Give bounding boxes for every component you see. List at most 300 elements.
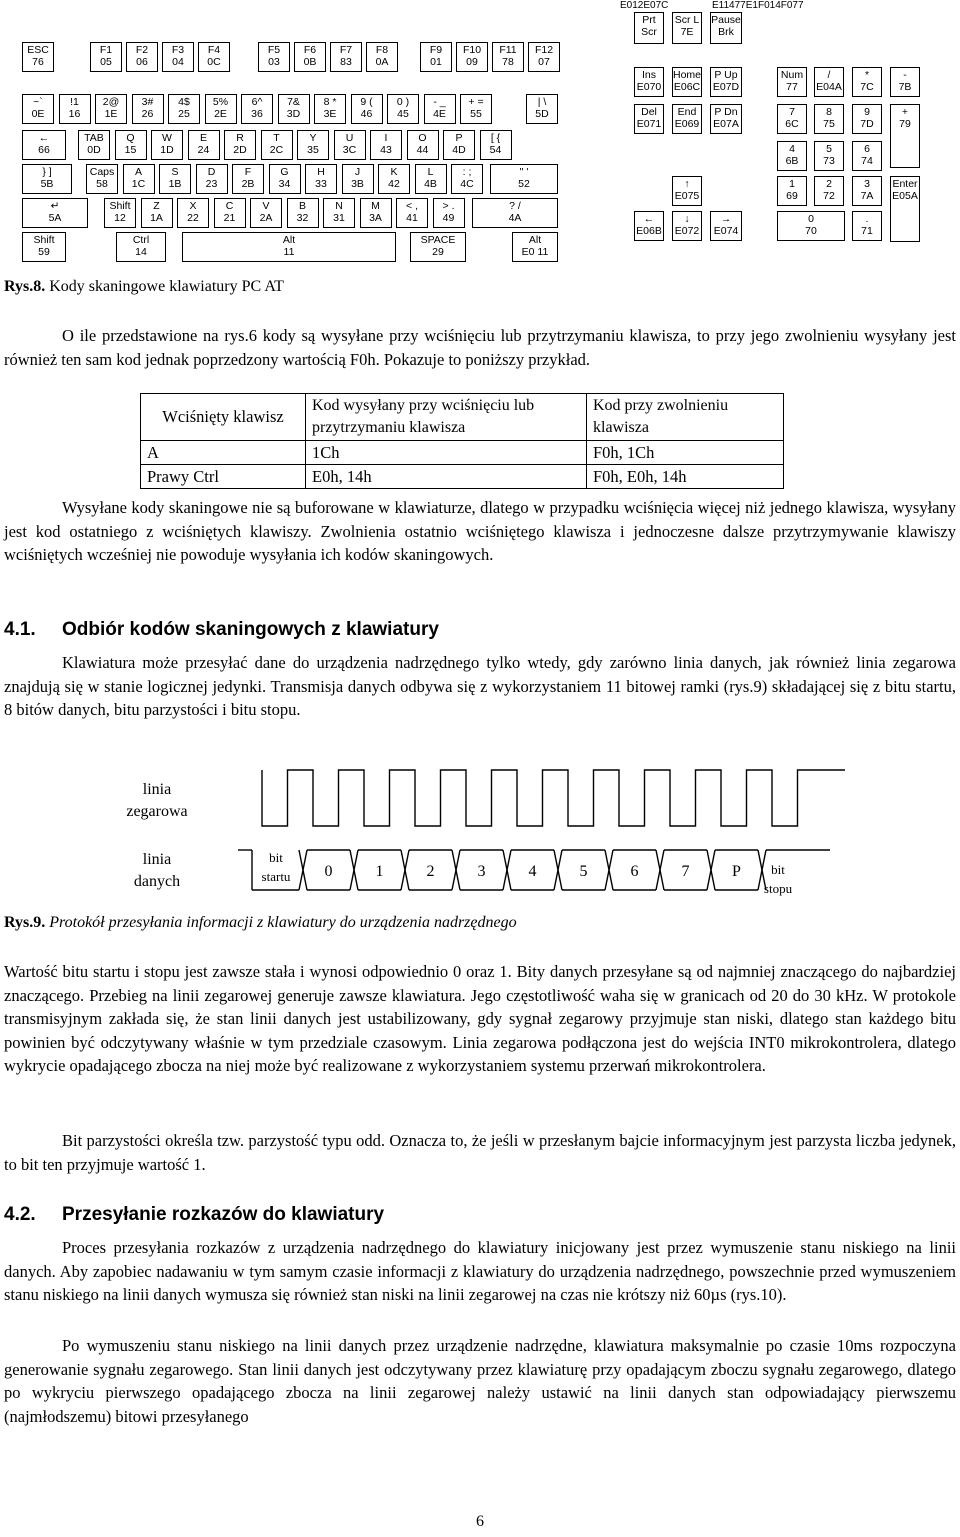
num-key-14 [890, 176, 920, 242]
nav-key-12 [710, 211, 742, 241]
key-code: 1C [131, 178, 146, 190]
key-label: F7 [339, 44, 353, 56]
key-code: 1D [160, 144, 174, 156]
num-key-8 [777, 141, 807, 171]
table-cell: 1Ch [306, 441, 587, 465]
key-code: 83 [340, 56, 352, 68]
key-code: 16 [68, 108, 81, 120]
section-4-2-heading: 4.2. Przesyłanie rozkazów do klawiatury [4, 1204, 385, 1225]
key-code: 0C [207, 56, 221, 68]
key-code: 22 [187, 212, 199, 224]
key-code: 0B [303, 56, 317, 68]
key-15 [95, 94, 127, 124]
key-43 [159, 164, 191, 194]
key-label: - [903, 69, 907, 81]
key-label: ↑ [684, 178, 690, 190]
key-label: > . [442, 200, 455, 212]
num-key-7 [890, 104, 920, 168]
key-label: F [244, 166, 252, 178]
key-label: B [298, 200, 306, 212]
key-code: 0D [87, 144, 101, 156]
key-code: 71 [861, 225, 873, 237]
key-label: F6 [303, 44, 317, 56]
page-number: 6 [476, 1513, 484, 1530]
key-33 [261, 130, 293, 160]
key-6 [294, 42, 326, 72]
section-4-1-heading: 4.1. Odbiór kodów skaningowych z klawiatury [4, 619, 439, 640]
key-18 [205, 94, 237, 124]
key-label: / [827, 69, 831, 81]
key-label: F8 [375, 44, 389, 56]
key-code: 75 [823, 118, 835, 130]
key-label: < , [406, 200, 418, 212]
key-1 [90, 42, 122, 72]
key-47 [305, 164, 337, 194]
key-code: 76 [32, 56, 44, 68]
key-label: 6^ [251, 96, 263, 108]
key-code: 41 [406, 212, 418, 224]
key-code: 0E [31, 108, 45, 120]
stop-bit-label-2: stopu [763, 881, 793, 896]
key-label: F2 [135, 44, 149, 56]
key-code: 36 [251, 108, 263, 120]
key-label: ESC [27, 44, 49, 56]
nav-key-6 [634, 104, 664, 134]
key-25 [460, 94, 492, 124]
num-key-3 [890, 67, 920, 97]
table-cell: A [141, 441, 306, 465]
key-code: 59 [38, 246, 50, 258]
key-label: F9 [429, 44, 443, 56]
key-50 [415, 164, 447, 194]
key-label: S [171, 166, 179, 178]
key-label: * [864, 69, 870, 81]
para-1: O ile przedstawione na rys.6 kody są wysyłane przy wciśnięciu lub przytrzymaniu klawisza, to przy jego zwolnieniu wysyłany jest również ten sam kod jednak poprzedzony wartością F0h. Pokazuje to poniższy przykład. [4, 326, 956, 369]
key-36 [370, 130, 402, 160]
key-label: 4$ [178, 96, 190, 108]
key-code: 2C [269, 144, 284, 156]
para-2: Wysyłane kody skaningowe nie są buforowane w klawiaturze, dlatego w przypadku wciśnięcia więcej niż jednego klawisza, wysyłany jest kod ostatniego z wciśniętych klawiszy. Zwolnienia ostatnio wciśniętego klawisza i jednoczesne dalsze przytrzymywanie klawiszy wciśniętych wcześniej nie powoduje wysyłania ich kodów skaningowych. [4, 498, 956, 565]
key-64 [472, 198, 558, 228]
key-code: 55 [470, 108, 482, 120]
key-60 [323, 198, 355, 228]
key-code: 06 [136, 56, 148, 68]
key-code: 4B [424, 178, 437, 190]
key-code: 23 [205, 178, 218, 190]
key-label: Y [309, 132, 317, 144]
key-32 [224, 130, 256, 160]
nav-key-0 [634, 12, 664, 44]
key-code: 33 [315, 178, 327, 190]
key-10 [456, 42, 488, 72]
num-key-10 [852, 141, 882, 171]
key-label: Del [641, 106, 657, 118]
key-label: 4 [789, 143, 795, 155]
key-code: 43 [380, 144, 392, 156]
key-label: Scr L [674, 14, 700, 26]
key-code: 31 [333, 212, 345, 224]
nav-key-10 [634, 211, 664, 241]
key-label: R [236, 132, 244, 144]
table-header: Kod przy zwolnieniu klawisza [587, 394, 784, 441]
num-key-9 [814, 141, 844, 171]
key-label: 2@ [102, 96, 120, 108]
key-label: F11 [499, 44, 517, 56]
nav-key-9 [672, 176, 702, 206]
key-code: 1A [150, 212, 163, 224]
table-cell: Prawy Ctrl [141, 465, 306, 489]
key-45 [232, 164, 264, 194]
key-code: 26 [141, 108, 154, 120]
key-label: SPACE [420, 234, 456, 246]
key-label: ↓ [684, 213, 690, 225]
nav-key-8 [710, 104, 742, 134]
key-label: Pause [711, 14, 741, 26]
key-5 [258, 42, 290, 72]
key-code: 4D [452, 144, 466, 156]
key-label: !1 [70, 96, 79, 108]
key-code: 35 [307, 144, 319, 156]
key-label: F4 [207, 44, 221, 56]
key-code: 3B [351, 178, 364, 190]
key-12 [528, 42, 560, 72]
nav-key-11 [672, 211, 702, 241]
key-code: 21 [223, 212, 236, 224]
key-label: J [354, 166, 361, 178]
key-code: E0 11 [521, 246, 549, 258]
key-40 [22, 164, 72, 194]
key-7 [330, 42, 362, 72]
key-label: Z [153, 200, 160, 212]
key-code: 25 [178, 108, 190, 120]
key-code: 69 [786, 190, 798, 202]
data-bit-label: 6 [630, 863, 639, 880]
key-code: 54 [489, 144, 502, 156]
key-code: 15 [124, 144, 137, 156]
key-26 [526, 94, 558, 124]
key-code: 7E [680, 26, 694, 38]
num-key-0 [777, 67, 807, 97]
key-code: 46 [360, 108, 373, 120]
num-key-13 [852, 176, 882, 206]
key-0 [22, 42, 54, 72]
key-label: 9 [864, 106, 870, 118]
num-key-2 [852, 67, 882, 97]
key-label: 9 ( [360, 96, 373, 108]
key-34 [297, 130, 329, 160]
prtscr-code-label: E012E07C [620, 0, 669, 11]
table-header: Wciśnięty klawisz [141, 394, 306, 441]
key-46 [269, 164, 301, 194]
key-label: ↵ [50, 200, 60, 212]
key-14 [59, 94, 91, 124]
key-39 [480, 130, 512, 160]
num-key-4 [777, 104, 807, 134]
nav-key-7 [672, 104, 702, 134]
key-48 [342, 164, 374, 194]
key-54 [104, 198, 136, 228]
key-code: E075 [674, 190, 700, 202]
key-22 [351, 94, 383, 124]
key-code: 29 [432, 246, 444, 258]
key-code: 5A [48, 212, 62, 224]
key-label: 8 [826, 106, 832, 118]
key-label: End [677, 106, 697, 118]
data-bit-label: 4 [528, 863, 537, 880]
key-label: P [455, 132, 463, 144]
key-63 [433, 198, 465, 228]
key-code: E05A [892, 190, 918, 202]
key-code: 4C [460, 178, 474, 190]
key-67 [182, 232, 396, 262]
table-header: Kod wysyłany przy wciśnięciu lub przytrzymaniu klawisza [306, 394, 587, 441]
key-label: A [134, 166, 142, 178]
fig9-caption: Rys.9. Protokół przesyłania informacji z klawiatury do urządzenia nadrzędnego [4, 914, 517, 931]
key-label: ~` [33, 96, 43, 108]
key-code: 12 [114, 212, 126, 224]
clock-waveform [262, 770, 845, 826]
key-code: 14 [135, 246, 147, 258]
key-label: : ; [462, 166, 472, 178]
key-code: 7D [860, 118, 874, 130]
num-key-15 [777, 211, 845, 241]
key-label: F3 [171, 44, 185, 56]
start-bit-label: bit [269, 850, 283, 865]
key-49 [378, 164, 410, 194]
fig8-caption: Rys.8. Kody skaningowe klawiatury PC AT [4, 278, 284, 295]
key-label: 8 * [323, 96, 337, 108]
key-label: Alt [282, 234, 296, 246]
key-code: 2A [259, 212, 273, 224]
key-27 [22, 130, 66, 160]
key-56 [177, 198, 209, 228]
timing-diagram [0, 760, 960, 920]
key-code: E072 [674, 225, 700, 237]
key-19 [241, 94, 273, 124]
key-label: 7 [789, 106, 795, 118]
key-52 [490, 164, 558, 194]
key-code: 73 [823, 155, 835, 167]
key-label: P Up [714, 69, 738, 81]
key-57 [214, 198, 246, 228]
nav-key-5 [710, 67, 742, 97]
key-label: T [273, 132, 280, 144]
key-label: 3 [864, 178, 870, 190]
key-label: O [418, 132, 427, 144]
key-label: U [345, 132, 354, 144]
key-24 [424, 94, 456, 124]
key-29 [115, 130, 147, 160]
key-label: 5% [212, 96, 229, 108]
key-code: 3C [342, 144, 357, 156]
key-label: + [901, 106, 909, 118]
key-code: 45 [397, 108, 409, 120]
key-label: C [225, 200, 234, 212]
key-label: | \ [537, 96, 547, 108]
key-code: 7B [898, 81, 912, 93]
data-bit-label: 5 [579, 863, 588, 880]
key-code: 79 [899, 118, 911, 130]
key-label: 3# [141, 96, 154, 108]
key-label: Shift [109, 200, 131, 212]
key-65 [22, 232, 66, 262]
key-62 [396, 198, 428, 228]
num-key-11 [777, 176, 807, 206]
key-code: E070 [636, 81, 662, 93]
key-label: Enter [892, 178, 918, 190]
key-label: ← [38, 132, 50, 144]
key-label: . [865, 213, 869, 225]
key-label: 0 ) [396, 96, 410, 108]
nav-key-1 [672, 12, 702, 44]
key-55 [141, 198, 173, 228]
key-code: 01 [430, 56, 442, 68]
key-44 [196, 164, 228, 194]
pause-code-label: E11477E1F014F077 [712, 0, 804, 11]
key-label: → [720, 213, 732, 225]
data-bit-label: 2 [426, 863, 435, 880]
key-31 [188, 130, 220, 160]
key-code: 3D [286, 108, 301, 120]
data-line-label-2: danych [133, 873, 181, 890]
key-58 [250, 198, 282, 228]
key-label: + = [468, 96, 484, 108]
num-key-12 [814, 176, 844, 206]
key-code: E069 [674, 118, 700, 130]
key-label: G [280, 166, 289, 178]
key-label: 0 [808, 213, 814, 225]
key-label: 6 [864, 143, 870, 155]
key-17 [168, 94, 200, 124]
key-label: W [162, 132, 172, 144]
key-code: 34 [278, 178, 291, 190]
key-code: 5D [535, 108, 549, 120]
key-label: V [262, 200, 270, 212]
key-code: 4A [508, 212, 522, 224]
key-51 [451, 164, 483, 194]
key-code: 05 [100, 56, 112, 68]
key-label: } ] [42, 166, 52, 178]
key-code: 2B [241, 178, 255, 190]
key-label: F1 [99, 44, 113, 56]
key-code: E06B [636, 225, 662, 237]
key-label: M [371, 200, 380, 212]
key-code: 6C [785, 118, 799, 130]
key-9 [420, 42, 452, 72]
start-bit-label-2: startu [261, 869, 291, 884]
key-21 [314, 94, 346, 124]
key-42 [123, 164, 155, 194]
key-label: ← [643, 213, 655, 225]
key-code: 7C [860, 81, 874, 93]
key-label: Prt Scr [641, 14, 657, 38]
key-38 [443, 130, 475, 160]
key-code: 4E [433, 108, 446, 120]
key-code: 66 [38, 144, 50, 156]
data-bit-label: 0 [324, 863, 333, 880]
key-28 [78, 130, 110, 160]
key-4 [198, 42, 230, 72]
key-label: 1 [789, 178, 795, 190]
key-code: E04A [816, 81, 842, 93]
key-label: Alt [528, 234, 542, 246]
key-code: 1E [104, 108, 118, 120]
key-label: E [199, 132, 207, 144]
key-code: 5B [40, 178, 54, 190]
table-cell: F0h, 1Ch [587, 441, 784, 465]
para-4: Wartość bitu startu i stopu jest zawsze stała i wynosi odpowiednio 0 oraz 1. Bity danych przesyłane są od najmniej znaczącego do najbardziej znaczącego. Przebieg na linii zegarowej generuje zawsze klawiatura. Jego częstotliwość waha się w granicach od 20 do 30 kHz. W protokole transmisyjnym zakłada się, że stan linii danych jest ustabilizowany, gdy sygnał zegarowy przyjmuje stan niski, dlatego stan każdego bitu powinien być odczytywany właśnie w tym przedziale czasowym. Linia zegarowa podłączona jest do wejścia INT0 mikrokontrolera, dlatego wykrycie opadającego zbocza na niej może być realizowane z wykorzystaniem systemu przerwań mikrokontrolera. [4, 962, 956, 1076]
key-label: Caps [89, 166, 115, 178]
key-code: 78 [502, 56, 514, 68]
key-label: N [335, 200, 343, 212]
key-label: Q [126, 132, 135, 144]
key-code: 07 [538, 56, 550, 68]
key-label: TAB [84, 132, 104, 144]
key-68 [410, 232, 466, 262]
data-bit-label: 7 [681, 863, 690, 880]
key-label: X [189, 200, 197, 212]
para-3: Klawiatura może przesyłać dane do urządzenia nadrzędnego tylko wtedy, gdy zarówno linia danych, jak również linia zegarowa znajdują się w stanie logicznej jedynki. Transmisja danych odbywa się z wykorzystaniem 11 bitowej ramki (rys.9) składającej się z bitu startu, 8 bitów danych, bitu parzystości i bitu stopu. [4, 653, 956, 720]
key-label: Ctrl [132, 234, 150, 246]
key-label: F10 [462, 44, 482, 56]
key-code: E074 [713, 225, 739, 237]
key-label: Ins [641, 69, 656, 81]
key-69 [512, 232, 558, 262]
nav-key-2 [710, 12, 742, 44]
key-label: [ { [490, 132, 501, 144]
key-code: 52 [518, 178, 530, 190]
key-code: E07D [712, 81, 740, 93]
key-code: 03 [268, 56, 280, 68]
key-label: D [207, 166, 216, 178]
key-code: 58 [96, 178, 108, 190]
key-label: 7& [287, 96, 300, 108]
data-waveform [238, 850, 830, 890]
key-label: Num [780, 69, 804, 81]
key-53 [22, 198, 88, 228]
key-code: 04 [172, 56, 184, 68]
key-30 [151, 130, 183, 160]
key-label: " ' [519, 166, 529, 178]
key-label: H [317, 166, 325, 178]
table-cell: E0h, 14h [306, 465, 587, 489]
data-bit-label: P [732, 863, 741, 880]
key-label: I [384, 132, 388, 144]
keyboard-scancode-figure [0, 0, 960, 270]
key-code: 74 [861, 155, 873, 167]
key-35 [334, 130, 366, 160]
key-code: Brk [718, 26, 734, 38]
para-6: Proces przesyłania rozkazów z urządzenia nadrzędnego do klawiatury inicjowany jest przez wymuszenie stanu niskiego na linii danych. Aby zapobiec nadawaniu w tym samym czasie informacji z klawiatury do urządzenia nadrzędnego, powszechnie przed wymuszeniem stanu niskiego na linii danych wymusza się również stan niski na linii zegarowej na czas nie krótszy niż 60µs (rys.10). [4, 1238, 956, 1305]
data-bit-label: 1 [375, 863, 384, 880]
key-code: 77 [786, 81, 798, 93]
data-bit-label: 3 [477, 863, 486, 880]
stop-bit-label: bit [771, 862, 785, 877]
key-code: 6B [785, 155, 799, 167]
key-2 [126, 42, 158, 72]
key-59 [287, 198, 319, 228]
key-label: 5 [826, 143, 832, 155]
key-61 [360, 198, 392, 228]
key-code: 24 [197, 144, 210, 156]
key-code: 11 [283, 246, 295, 258]
key-label: P Dn [714, 106, 738, 118]
para-5: Bit parzystości określa tzw. parzystość typu odd. Oznacza to, że jeśli w przesłanym bajcie informacyjnym jest parzysta liczba jedynek, to bit ten przyjmuje wartość 1. [4, 1131, 956, 1174]
key-3 [162, 42, 194, 72]
key-code: 42 [388, 178, 400, 190]
nav-key-4 [672, 67, 702, 97]
key-66 [116, 232, 166, 262]
